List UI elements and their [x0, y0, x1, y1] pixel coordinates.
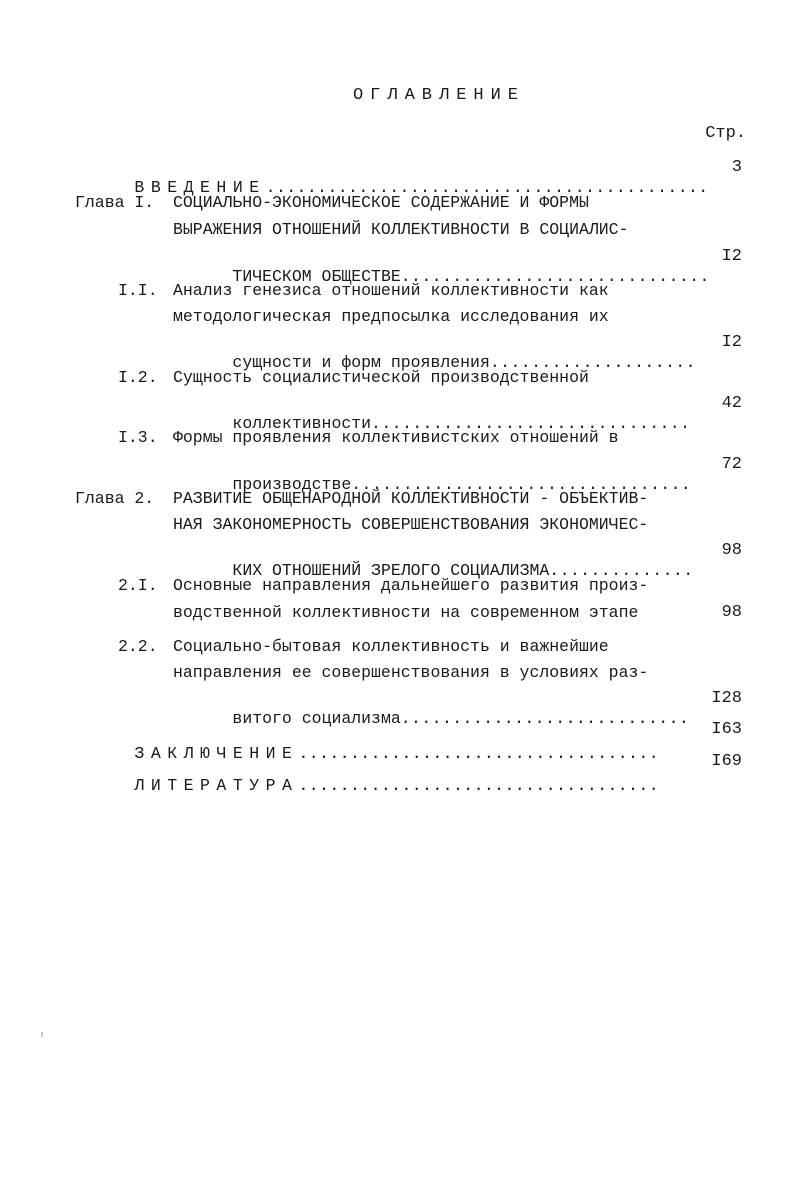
page-number: 72 [721, 455, 742, 474]
toc-entry-line: Анализ генезиса отношений коллективности как [173, 281, 609, 300]
toc-entry-line: Сущность социалистической производственной [173, 368, 589, 387]
page-number: 98 [721, 541, 742, 560]
section-prefix: 2.I. [118, 576, 158, 595]
toc-entry-title: ЛИТЕРАТУРА [134, 776, 299, 795]
page-number: 98 [721, 603, 742, 622]
toc-entry-line: сущности и форм проявления [232, 353, 490, 372]
toc-entry-line: производстве [232, 475, 352, 494]
section-prefix: I.2. [118, 368, 158, 387]
leader-dots: .............................. [400, 267, 710, 286]
leader-dots: .................... [489, 353, 696, 372]
page-number: 3 [731, 158, 742, 177]
toc-entry-line: Основные направления дальнейшего развития произ- [173, 576, 649, 595]
toc-entry-line: Формы проявления коллективистских отношений в [173, 428, 619, 447]
toc-entry-line: РАЗВИТИЕ ОБЩЕНАРОДНОЙ КОЛЛЕКТИВНОСТИ - ОБЪЕКТИВ- [173, 489, 649, 508]
leader-dots: ........................................... [265, 178, 709, 197]
page-number: I63 [711, 720, 742, 739]
toc-entry-line: Социально-бытовая коллективность и важнейшие [173, 637, 609, 656]
leader-dots: ................................... [298, 744, 660, 763]
section-prefix: I.3. [118, 428, 158, 447]
toc-entry-title: ЗАКЛЮЧЕНИЕ [134, 744, 299, 763]
toc-entry-line: ТИЧЕСКОМ ОБЩЕСТВЕ [232, 267, 401, 286]
page-number: I2 [721, 247, 742, 266]
leader-dots: ............................... [371, 414, 691, 433]
leader-dots: ................................. [351, 475, 692, 494]
toc-entry-line: ВЫРАЖЕНИЯ ОТНОШЕНИЙ КОЛЛЕКТИВНОСТИ В СОЦИАЛИС- [173, 220, 629, 239]
leader-dots: .............. [549, 561, 694, 580]
page-title: ОГЛАВЛЕНИЕ [352, 86, 526, 105]
page-number: 42 [721, 394, 742, 413]
toc-entry-line: коллективности [232, 414, 372, 433]
section-prefix: I.I. [118, 281, 158, 300]
toc-entry-line: водственной коллективности на современном этапе [173, 603, 639, 622]
toc-entry-line: СОЦИАЛЬНО-ЭКОНОМИЧЕСКОЕ СОДЕРЖАНИЕ И ФОРМЫ [173, 193, 589, 212]
section-prefix: 2.2. [118, 637, 158, 656]
chapter-prefix: Глава I. [75, 193, 155, 212]
toc-entry-line: витого социализма [232, 709, 401, 728]
leader-dots: ............................ [400, 709, 690, 728]
page-number: I2 [721, 333, 742, 352]
toc-entry-line: методологическая предпосылка исследования их [173, 307, 609, 326]
page-number: I69 [711, 752, 742, 771]
scan-artifact [41, 1032, 43, 1037]
toc-entry-line: направления ее совершенствования в условиях раз- [173, 663, 649, 682]
chapter-prefix: Глава 2. [75, 489, 155, 508]
page-column-label: Стр. [705, 124, 746, 143]
toc-entry-line: КИХ ОТНОШЕНИЙ ЗРЕЛОГО СОЦИАЛИЗМА [232, 561, 550, 580]
leader-dots: ................................... [298, 776, 660, 795]
toc-entry-title: ВВЕДЕНИЕ [134, 178, 266, 197]
toc-entry-line: НАЯ ЗАКОНОМЕРНОСТЬ СОВЕРШЕНСТВОВАНИЯ ЭКОНОМИЧЕС- [173, 515, 649, 534]
page-number: I28 [711, 689, 742, 708]
